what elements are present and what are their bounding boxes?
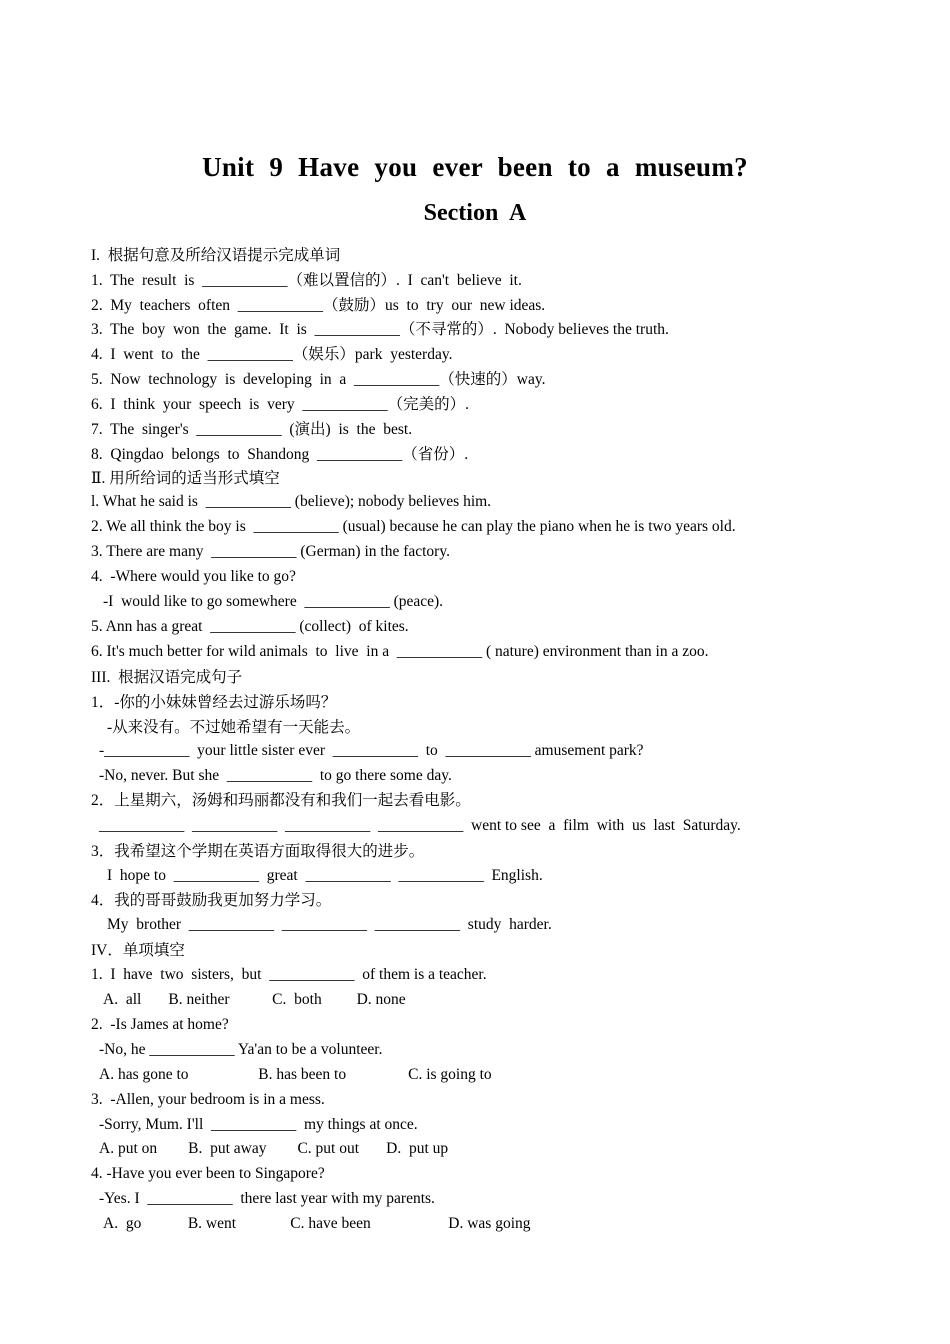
exercise-line: 5. Ann has a great ___________ (collect) of kites. xyxy=(91,618,409,635)
exercise-line: I hope to ___________ great ___________ ___________ English. xyxy=(107,867,543,884)
exercise-line: 1．-你的小妹妹曾经去过游乐场吗？ xyxy=(91,694,337,711)
exercise-line: 4. -Where would you like to go? xyxy=(91,568,296,585)
exercise-line: 4. -Have you ever been to Singapore? xyxy=(91,1165,325,1182)
exercise-line: A. has gone to B. has been to C. is going to xyxy=(99,1066,492,1083)
exercise-line: 5. Now technology is developing in a ___________（快速的）way. xyxy=(91,371,546,388)
exercise-line: My brother ___________ ___________ ___________ study harder. xyxy=(107,916,552,933)
exercise-line: 7. The singer's ___________ (演出) is the best. xyxy=(91,421,413,438)
exercise-line: 2. We all think the boy is ___________ (usual) because he can play the piano when he is two years old. xyxy=(91,518,736,535)
section-subtitle: Section A xyxy=(423,200,527,226)
exercise-line: III. 根据汉语完成句子 xyxy=(91,669,243,686)
document-title: Unit 9 Have you ever been to a museum? xyxy=(202,152,748,182)
exercise-line: 3. The boy won the game. It is ___________（不寻常的）. Nobody believes the truth. xyxy=(91,321,669,338)
exercise-line: 4. I went to the ___________（娱乐）park yesterday. xyxy=(91,346,453,363)
exercise-line: 3. -Allen, your bedroom is in a mess. xyxy=(91,1091,325,1108)
exercise-line: 8. Qingdao belongs to Shandong ___________（省份）. xyxy=(91,446,469,463)
exercise-line: A. go B. went C. have been D. was going xyxy=(103,1215,531,1232)
exercise-line: l. What he said is ___________ (believe); nobody believes him. xyxy=(91,493,492,510)
exercise-line: 6. It's much better for wild animals to live in a ___________ ( nature) environment than in a zoo. xyxy=(91,643,709,660)
exercise-line: 2. My teachers often ___________（鼓励）us to try our new ideas. xyxy=(91,297,546,314)
exercise-line: 1. I have two sisters, but ___________ of them is a teacher. xyxy=(91,966,487,983)
exercise-line: -Sorry, Mum. I'll ___________ my things at once. xyxy=(99,1116,418,1133)
exercise-line: 2．上星期六，汤姆和玛丽都没有和我们一起去看电影。 xyxy=(91,792,471,809)
exercise-line: -No, never. But she ___________ to go there some day. xyxy=(99,767,452,784)
exercise-line: -No, he ___________ Ya'an to be a volunteer. xyxy=(99,1041,383,1058)
exercise-line: Ⅱ. 用所给词的适当形式填空 xyxy=(91,470,280,487)
exercise-line: 4．我的哥哥鼓励我更加努力学习。 xyxy=(91,892,332,909)
exercise-line: -Yes. I ___________ there last year with my parents. xyxy=(99,1190,435,1207)
exercise-line: A. all B. neither C. both D. none xyxy=(103,991,406,1008)
exercise-line: ___________ ___________ ___________ ___________ went to see a film with us last Saturday. xyxy=(99,817,741,834)
exercise-line: 6. I think your speech is very ___________（完美的）. xyxy=(91,396,469,413)
exercise-line: I. 根据句意及所给汉语提示完成单词 xyxy=(91,247,341,264)
exercise-line: A. put on B. put away C. put out D. put up xyxy=(99,1140,449,1157)
exercise-line: 3. There are many ___________ (German) in the factory. xyxy=(91,543,450,560)
exercise-line: 1. The result is ___________（难以置信的）. I can't believe it. xyxy=(91,272,522,289)
exercise-line: 3．我希望这个学期在英语方面取得很大的进步。 xyxy=(91,843,425,860)
exercise-line: -I would like to go somewhere ___________ (peace). xyxy=(103,593,444,610)
exercise-line: IV．单项填空 xyxy=(91,942,185,959)
exercise-line: -___________ your little sister ever ___________ to ___________ amusement park? xyxy=(99,742,644,759)
exercise-line: 2. -Is James at home? xyxy=(91,1016,229,1033)
exercise-line: -从来没有。不过她希望有一天能去。 xyxy=(107,719,361,736)
